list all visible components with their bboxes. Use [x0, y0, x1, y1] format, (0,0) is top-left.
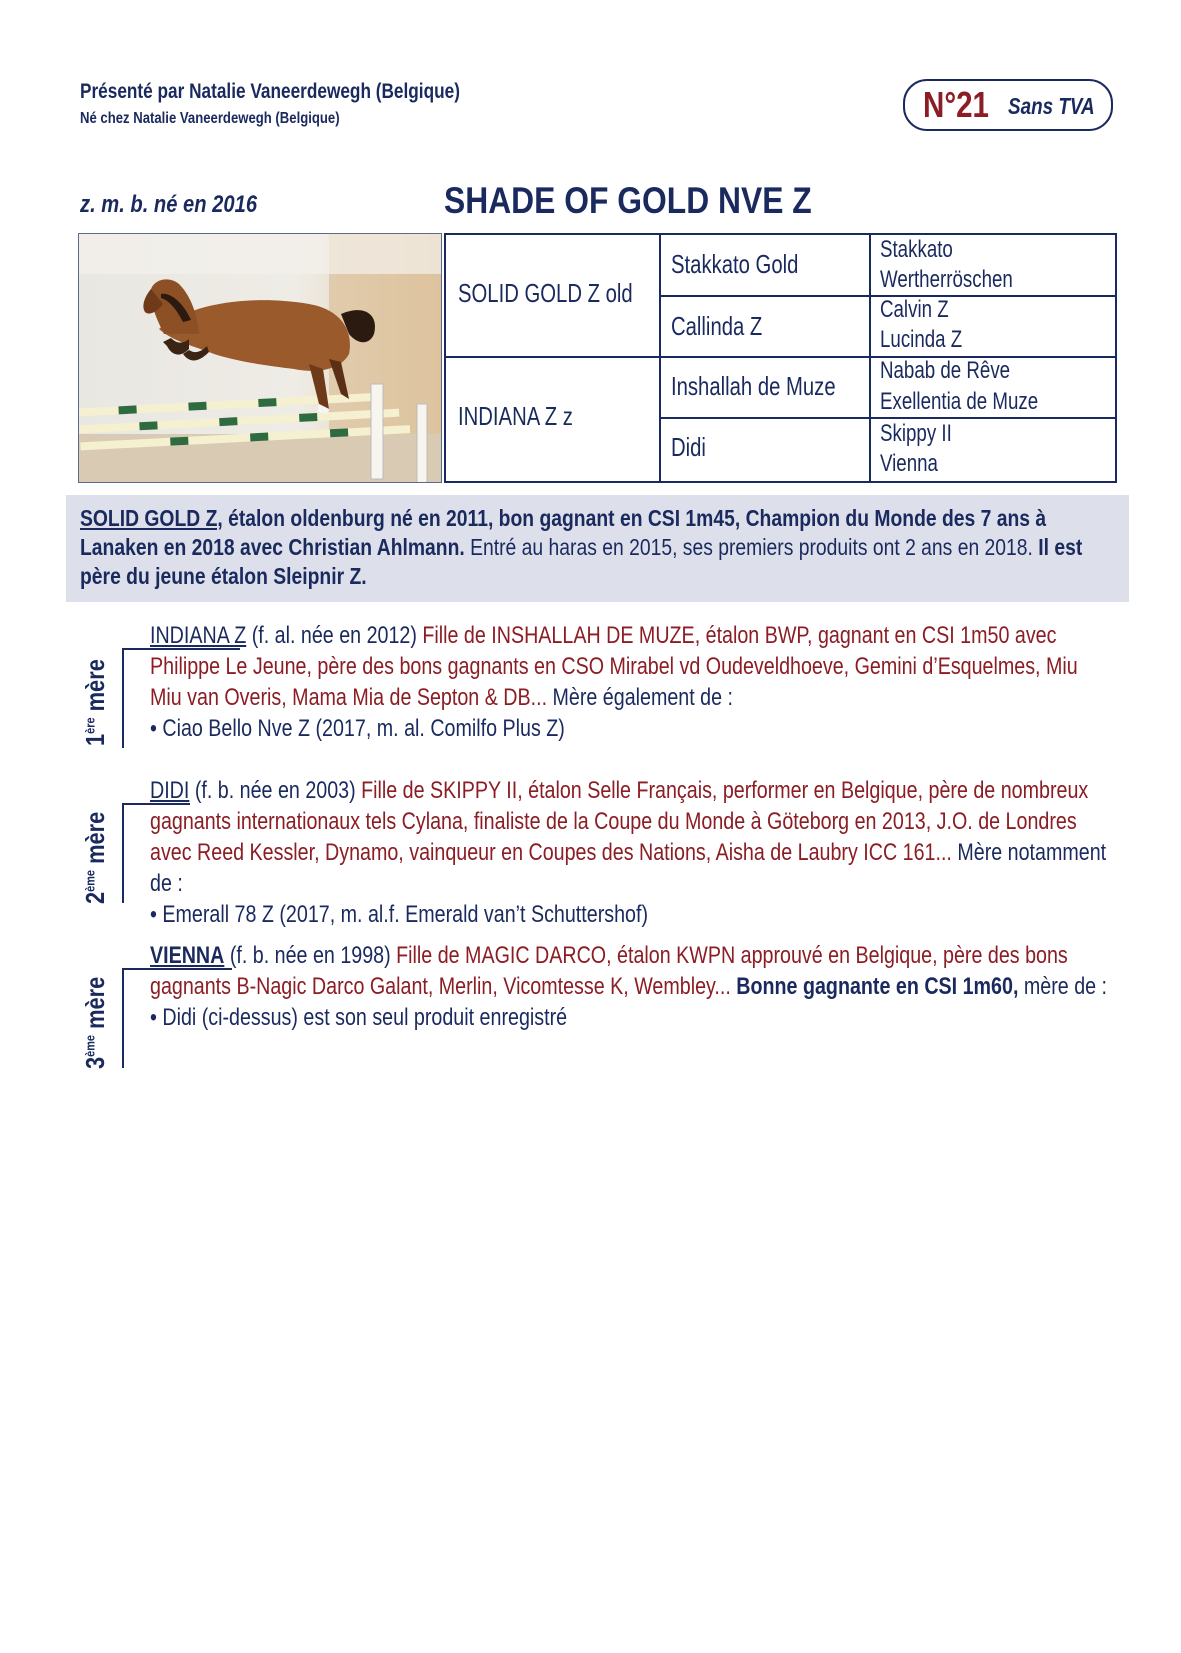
- mare-name: INDIANA Z: [150, 622, 247, 649]
- sire-name: SOLID GOLD Z: [458, 278, 600, 308]
- mare-label-2: 2ème mère: [80, 811, 110, 904]
- pedigree-great-grandparent: Exellentia de Muze: [880, 388, 1039, 415]
- mare-entry-3: [150, 940, 1109, 1033]
- pedigree-grandparent: Stakkato Gold: [671, 249, 799, 279]
- pedigree-sire: [458, 278, 633, 309]
- pedigree-grandparent: Inshallah de Muze: [671, 371, 836, 401]
- lot-badge: [903, 79, 1113, 131]
- mare-entry-1: [150, 620, 1109, 744]
- mare-label-3: 3ème mère: [80, 976, 110, 1069]
- mare-details: (f. b. née en 2003): [189, 777, 356, 804]
- summary-normal-part: Entré au haras en 2015, ses premiers produits ont 2 ans en 2018.: [464, 534, 1033, 560]
- pedigree-great-grandparent: Nabab de Rêve: [880, 357, 1011, 384]
- dam-name: INDIANA Z: [458, 401, 558, 431]
- sire-summary-text: [80, 504, 1105, 591]
- mare-entry-2: [150, 775, 1109, 930]
- horse-description: z. m. b. né en 2016: [80, 191, 258, 218]
- mare-bracket: [122, 803, 124, 903]
- pedigree-great-grandparent: Lucinda Z: [880, 326, 963, 353]
- summary-bold-part: Il est père du jeune étalon Sleipnir Z.: [80, 534, 1083, 589]
- sire-summary-box: [66, 495, 1129, 602]
- pedigree-grandparent: Callinda Z: [671, 311, 763, 341]
- pedigree-table: [444, 233, 1117, 483]
- sire-stud: old: [605, 278, 633, 308]
- mare-performance: Bonne gagnante en CSI 1m60,: [730, 973, 1019, 1000]
- summary-sire-name: SOLID GOLD Z,: [80, 505, 223, 531]
- pedigree-dam: [458, 401, 573, 432]
- pedigree-grandparent: Didi: [671, 432, 706, 462]
- pedigree-great-grandparent: Calvin Z: [880, 296, 949, 323]
- mare-bracket: [122, 648, 124, 748]
- mare-product: • Didi (ci-dessus) est son seul produit enregistré: [150, 1004, 568, 1031]
- jumping-horse-image: [79, 234, 442, 483]
- mare-sire-text: Fille de SKIPPY II, étalon Selle Français, performer en Belgique, père de nombreux gagnants internationaux tels Cylana, finaliste de la Coupe du Monde à Göteborg en 2013, J.O. de Londres avec Reed Kessler, Dynamo, vainqueur en Coupes des Nations, Aisha de Laubry ICC 161...: [150, 777, 1089, 866]
- pedigree-great-grandparent: Stakkato: [880, 236, 953, 263]
- mare-details: (f. al. née en 2012): [246, 622, 417, 649]
- mare-sire-text: Fille de INSHALLAH DE MUZE, étalon BWP, gagnant en CSI 1m50 avec Philippe Le Jeune, père des bons gagnants en CSO Mirabel vd Oudeveldhoeve, Gemini d’Esquelmes, Miu Miu van Overis, Mama Mia de Septon & DB...: [150, 622, 1078, 711]
- mare-closing: Mère notamment de :: [150, 839, 1107, 897]
- mare-name: VIENNA: [150, 942, 225, 969]
- dam-stud: z: [562, 401, 573, 431]
- pedigree-great-grandparent: Skippy II: [880, 420, 952, 447]
- mare-product: • Ciao Bello Nve Z (2017, m. al. Comilfo Plus Z): [150, 715, 565, 742]
- mare-name: DIDI: [150, 777, 190, 804]
- lot-tax-status: Sans TVA: [1008, 93, 1095, 119]
- presenter-line: Présenté par Natalie Vaneerdewegh (Belgique): [80, 80, 460, 103]
- mare-closing: mère de :: [1018, 973, 1108, 1000]
- pedigree-great-grandparent: Wertherröschen: [880, 266, 1013, 293]
- summary-bold-part: étalon oldenburg né en 2011, bon gagnant en CSI 1m45, Champion du Monde des 7 ans à Lanaken en 2018 avec Christian Ahlmann.: [80, 505, 1047, 560]
- lot-number: N°21: [923, 84, 989, 125]
- breeder-line: Né chez Natalie Vaneerdewegh (Belgique): [80, 110, 340, 127]
- mare-bracket: [122, 968, 124, 1068]
- pedigree-divider: [659, 235, 661, 481]
- pedigree-divider: [446, 356, 1115, 358]
- pedigree-great-grandparent: Vienna: [880, 450, 938, 477]
- mare-label-1: 1ère mère: [80, 659, 110, 746]
- pedigree-divider: [869, 235, 871, 481]
- horse-name: SHADE OF GOLD NVE Z: [444, 180, 812, 221]
- mare-sire-text: Fille de MAGIC DARCO, étalon KWPN approuvé en Belgique, père des bons gagnants B-Nagic Darco Galant, Merlin, Vicomtesse K, Wembley...: [150, 942, 1068, 1000]
- mare-closing: Mère également de :: [547, 684, 734, 711]
- mare-product: • Emerall 78 Z (2017, m. al.f. Emerald van’t Schuttershof): [150, 901, 648, 928]
- mare-details: (f. b. née en 1998): [224, 942, 391, 969]
- horse-photo: [78, 233, 442, 483]
